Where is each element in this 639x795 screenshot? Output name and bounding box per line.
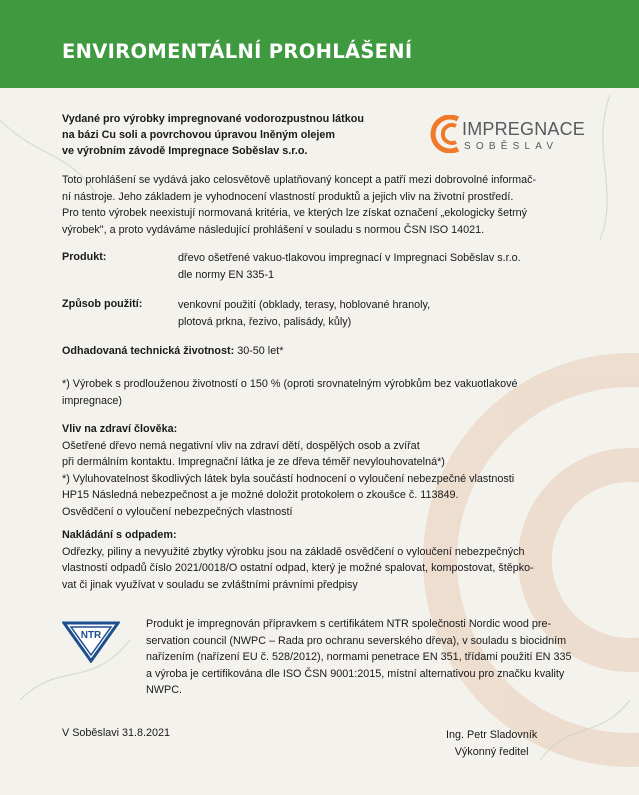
usage-line: plotová prkna, řezivo, palisády, kůly) [178,315,352,328]
health-line: Ošetřené dřevo nemá negativní vliv na zdraví dětí, dospělých osob a zvířat [62,439,420,452]
signature-block [446,727,537,760]
intro-line: ve výrobním závodě Impregnace Soběslav s.r.o. [62,145,308,157]
lifetime-value: 30-50 let* [237,345,284,357]
certification-text [146,616,606,699]
usage-label: Způsob použití: [62,298,143,310]
certification-line: a výroba je certifikována dle ISO ČSN 9001:2015, místní alternativou pro značku kvality [146,667,565,680]
intro-paragraph [62,172,602,238]
intro-heading [62,111,412,159]
note-line: impregnace) [62,394,123,407]
usage-line: venkovní použití (obklady, terasy, hoblované hranoly, [178,299,431,311]
paragraph-line: výrobek", a proto vydáváme následující prohlášení v souladu s normou ČSN ISO 14021. [62,223,485,236]
signer-name: Ing. Petr Sladovník [446,729,538,741]
place-date: V Soběslavi 31.8.2021 [62,727,171,739]
signer-title: Výkonný ředitel [454,745,529,758]
company-logo [430,110,600,158]
certification-line: Produkt je impregnován přípravkem s certifikátem NTR společnosti Nordic wood pre- [146,618,552,630]
health-line: HP15 Následná nebezpečnost a je možné doložit protokolem o zkoušce č. 113849. [62,489,459,501]
lifetime-note [62,376,602,409]
certification-line: NWPC. [146,684,182,696]
intro-line: Vydané pro výrobky impregnované vodorozpustnou látkou [62,113,364,125]
concentric-arcs-logo-icon [430,115,460,153]
certification-line: nařízením (nařízení EU č. 528/2012), normami penetrace EN 351, třídami použití EN 335 [146,651,572,663]
lifetime-label: Odhadovaná technická životnost: [62,345,235,357]
health-line: *) Vyluhovatelnost škodlivých látek byla součástí hodnocení o vyloučení nebezpečné vlastnosti [62,472,515,485]
ntr-logo-text: NTR [80,630,102,641]
waste-heading: Nakládání s odpadem: [62,529,177,541]
health-line: Osvědčení o vyloučení nebezpečných vlastností [62,505,293,518]
paragraph-line: Pro tento výrobek neexistují normovaná kritéria, ve kterých lze získat označení „ekologicky šetrný [62,207,528,219]
logo-subtitle: SOBĚSLAV [464,141,559,152]
product-line: dle normy EN 335-1 [178,268,275,281]
intro-line: na bázi Cu soli a povrchovou úpravou lněným olejem [62,129,335,141]
waste-line: Odřezky, piliny a nevyužité zbytky výrobku jsou na základě osvědčení o vyloučení nebezpečných [62,545,525,558]
health-section [62,421,607,520]
ntr-triangle-logo-icon [62,621,120,663]
product-line: dřevo ošetřené vakuo-tlakovou impregnací v Impregnaci Soběslav s.r.o. [178,252,521,264]
health-line: při dermálním kontaktu. Impregnační látka je ze dřeva téměř nevylouhovatelná*) [62,456,445,468]
usage-value [178,297,598,330]
page-title: ENVIROMENTÁLNÍ PROHLÁŠENÍ [62,40,413,63]
paragraph-line: ní nástroje. Jeho základem je vyhodnocení vlastností produktů a jejich vliv na životní prostředí. [62,190,514,203]
waste-section [62,527,607,593]
waste-line: vat či jinak využívat v souladu se zvláštními právními předpisy [62,578,358,591]
logo-name: IMPREGNACE [462,119,586,139]
waste-line: vlastností odpadů číslo 2021/0018/O ostatní odpad, který je možné spalovat, kompostovat, štěpko- [62,562,534,574]
header-bar [0,0,639,88]
product-value [178,250,598,283]
paragraph-line: Toto prohlášení se vydává jako celosvětově uplatňovaný koncept a patří mezi dobrovolné informač- [62,174,537,186]
health-heading: Vliv na zdraví člověka: [62,423,178,435]
lifetime-row [62,343,283,360]
note-line: *) Výrobek s prodlouženou životností o 150 % (oproti srovnatelným výrobkům bez vakuotlakové [62,378,518,390]
product-label: Produkt: [62,251,107,263]
certification-line: servation council (NWPC – Rada pro ochranu severského dřeva), v souladu s biocidním [146,634,567,647]
